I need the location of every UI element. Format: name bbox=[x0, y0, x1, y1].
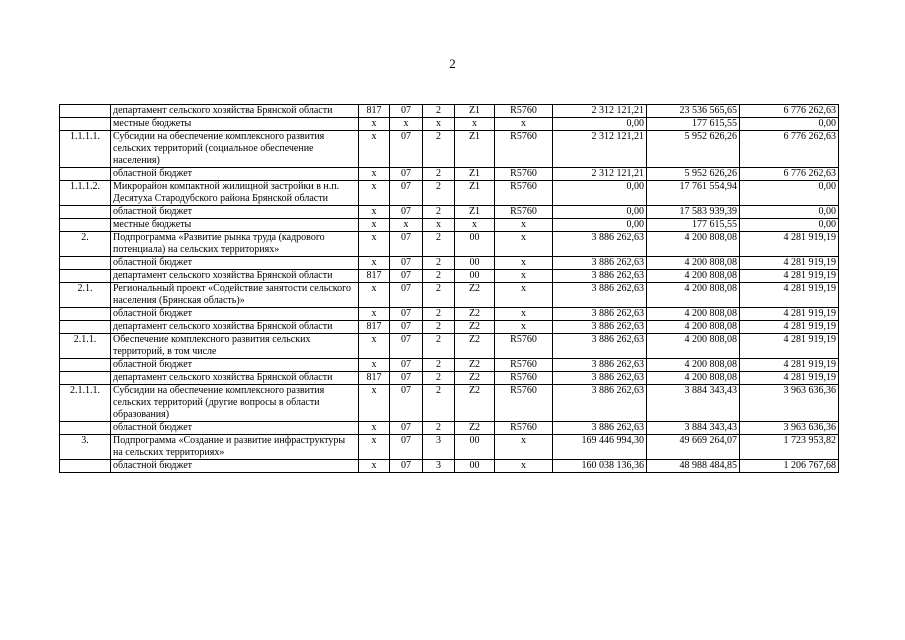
amount-year-1: 0,00 bbox=[553, 206, 647, 219]
program-code: х bbox=[423, 118, 455, 131]
row-number: 3. bbox=[60, 435, 111, 460]
subprogram-code: 00 bbox=[455, 257, 495, 270]
subprogram-code: 00 bbox=[455, 435, 495, 460]
program-code: 2 bbox=[423, 105, 455, 118]
amount-year-3: 4 281 919,19 bbox=[740, 257, 839, 270]
subprogram-code: 00 bbox=[455, 270, 495, 283]
row-number bbox=[60, 219, 111, 232]
subprogram-code: Z2 bbox=[455, 308, 495, 321]
row-number: 2.1.1. bbox=[60, 334, 111, 359]
table-row bbox=[60, 168, 839, 181]
amount-year-1: 0,00 bbox=[553, 219, 647, 232]
program-code: 2 bbox=[423, 206, 455, 219]
amount-year-2: 4 200 808,08 bbox=[647, 283, 740, 308]
row-name: областной бюджет bbox=[111, 206, 359, 219]
row-name: Подпрограмма «Развитие рынка труда (кадрового потенциала) на сельских территориях» bbox=[111, 232, 359, 257]
amount-year-3: 0,00 bbox=[740, 219, 839, 232]
section-code: 07 bbox=[390, 131, 423, 168]
grbs-code: х bbox=[359, 308, 390, 321]
table-row bbox=[60, 270, 839, 283]
program-code: 2 bbox=[423, 321, 455, 334]
amount-year-2: 3 884 343,43 bbox=[647, 422, 740, 435]
row-name: областной бюджет bbox=[111, 460, 359, 473]
section-code: 07 bbox=[390, 105, 423, 118]
row-name: Подпрограмма «Создание и развитие инфраструктуры на сельских территориях» bbox=[111, 435, 359, 460]
amount-year-3: 6 776 262,63 bbox=[740, 105, 839, 118]
expense-code: R5760 bbox=[495, 385, 553, 422]
expense-code: R5760 bbox=[495, 131, 553, 168]
expense-code: R5760 bbox=[495, 168, 553, 181]
subprogram-code: Z2 bbox=[455, 422, 495, 435]
expense-code: х bbox=[495, 460, 553, 473]
expense-code: R5760 bbox=[495, 359, 553, 372]
amount-year-3: 4 281 919,19 bbox=[740, 270, 839, 283]
row-number bbox=[60, 460, 111, 473]
program-code: 3 bbox=[423, 435, 455, 460]
program-code: 2 bbox=[423, 334, 455, 359]
amount-year-2: 4 200 808,08 bbox=[647, 257, 740, 270]
table-row bbox=[60, 422, 839, 435]
section-code: 07 bbox=[390, 321, 423, 334]
section-code: х bbox=[390, 118, 423, 131]
subprogram-code: х bbox=[455, 118, 495, 131]
amount-year-2: 48 988 484,85 bbox=[647, 460, 740, 473]
subprogram-code: х bbox=[455, 219, 495, 232]
subprogram-code: Z1 bbox=[455, 181, 495, 206]
row-name: местные бюджеты bbox=[111, 118, 359, 131]
program-code: 2 bbox=[423, 168, 455, 181]
program-code: 2 bbox=[423, 372, 455, 385]
amount-year-3: 4 281 919,19 bbox=[740, 308, 839, 321]
subprogram-code: 00 bbox=[455, 460, 495, 473]
grbs-code: х bbox=[359, 385, 390, 422]
row-name: Региональный проект «Содействие занятости сельского населения (Брянская область)» bbox=[111, 283, 359, 308]
amount-year-2: 23 536 565,65 bbox=[647, 105, 740, 118]
row-name: областной бюджет bbox=[111, 257, 359, 270]
expense-code: х bbox=[495, 232, 553, 257]
amount-year-2: 4 200 808,08 bbox=[647, 321, 740, 334]
section-code: х bbox=[390, 219, 423, 232]
amount-year-1: 3 886 262,63 bbox=[553, 270, 647, 283]
row-number: 2. bbox=[60, 232, 111, 257]
section-code: 07 bbox=[390, 460, 423, 473]
amount-year-3: 3 963 636,36 bbox=[740, 422, 839, 435]
amount-year-2: 4 200 808,08 bbox=[647, 308, 740, 321]
row-number bbox=[60, 308, 111, 321]
program-code: 2 bbox=[423, 422, 455, 435]
program-code: х bbox=[423, 219, 455, 232]
amount-year-1: 3 886 262,63 bbox=[553, 359, 647, 372]
grbs-code: х bbox=[359, 131, 390, 168]
amount-year-2: 5 952 626,26 bbox=[647, 168, 740, 181]
expense-code: х bbox=[495, 321, 553, 334]
row-name: Обеспечение комплексного развития сельских территорий, в том числе bbox=[111, 334, 359, 359]
section-code: 07 bbox=[390, 206, 423, 219]
expense-code: х bbox=[495, 308, 553, 321]
grbs-code: х bbox=[359, 181, 390, 206]
row-name: областной бюджет bbox=[111, 422, 359, 435]
row-name: департамент сельского хозяйства Брянской области bbox=[111, 105, 359, 118]
row-number bbox=[60, 359, 111, 372]
row-number bbox=[60, 321, 111, 334]
row-name: департамент сельского хозяйства Брянской области bbox=[111, 270, 359, 283]
amount-year-3: 6 776 262,63 bbox=[740, 131, 839, 168]
row-number bbox=[60, 270, 111, 283]
row-number: 1.1.1.1. bbox=[60, 131, 111, 168]
amount-year-1: 2 312 121,21 bbox=[553, 131, 647, 168]
grbs-code: х bbox=[359, 257, 390, 270]
program-code: 3 bbox=[423, 460, 455, 473]
amount-year-1: 3 886 262,63 bbox=[553, 334, 647, 359]
expense-code: R5760 bbox=[495, 206, 553, 219]
row-name: областной бюджет bbox=[111, 168, 359, 181]
amount-year-2: 49 669 264,07 bbox=[647, 435, 740, 460]
row-name: областной бюджет bbox=[111, 359, 359, 372]
grbs-code: х bbox=[359, 435, 390, 460]
amount-year-2: 4 200 808,08 bbox=[647, 359, 740, 372]
grbs-code: х bbox=[359, 232, 390, 257]
section-code: 07 bbox=[390, 232, 423, 257]
subprogram-code: Z2 bbox=[455, 283, 495, 308]
row-name: местные бюджеты bbox=[111, 219, 359, 232]
amount-year-3: 1 206 767,68 bbox=[740, 460, 839, 473]
row-number bbox=[60, 168, 111, 181]
subprogram-code: 00 bbox=[455, 232, 495, 257]
table-row bbox=[60, 308, 839, 321]
table-row bbox=[60, 181, 839, 206]
section-code: 07 bbox=[390, 372, 423, 385]
program-code: 2 bbox=[423, 359, 455, 372]
amount-year-3: 0,00 bbox=[740, 181, 839, 206]
grbs-code: х bbox=[359, 219, 390, 232]
expense-code: х bbox=[495, 257, 553, 270]
grbs-code: х bbox=[359, 283, 390, 308]
section-code: 07 bbox=[390, 257, 423, 270]
grbs-code: х bbox=[359, 334, 390, 359]
amount-year-3: 4 281 919,19 bbox=[740, 359, 839, 372]
row-name: областной бюджет bbox=[111, 308, 359, 321]
subprogram-code: Z1 bbox=[455, 206, 495, 219]
row-number: 1.1.1.2. bbox=[60, 181, 111, 206]
expense-code: х bbox=[495, 118, 553, 131]
section-code: 07 bbox=[390, 435, 423, 460]
program-code: 2 bbox=[423, 270, 455, 283]
amount-year-3: 3 963 636,36 bbox=[740, 385, 839, 422]
expense-code: R5760 bbox=[495, 372, 553, 385]
amount-year-1: 3 886 262,63 bbox=[553, 308, 647, 321]
subprogram-code: Z2 bbox=[455, 385, 495, 422]
amount-year-1: 160 038 136,36 bbox=[553, 460, 647, 473]
amount-year-2: 177 615,55 bbox=[647, 219, 740, 232]
amount-year-1: 169 446 994,30 bbox=[553, 435, 647, 460]
row-name: Микрорайон компактной жилищной застройки в н.п. Десятуха Стародубского района Брянской области bbox=[111, 181, 359, 206]
table-row bbox=[60, 321, 839, 334]
amount-year-3: 1 723 953,82 bbox=[740, 435, 839, 460]
subprogram-code: Z2 bbox=[455, 334, 495, 359]
section-code: 07 bbox=[390, 168, 423, 181]
table-row bbox=[60, 385, 839, 422]
program-code: 2 bbox=[423, 308, 455, 321]
page-number: 2 bbox=[449, 56, 456, 71]
row-number bbox=[60, 257, 111, 270]
grbs-code: х bbox=[359, 422, 390, 435]
amount-year-2: 17 583 939,39 bbox=[647, 206, 740, 219]
subprogram-code: Z1 bbox=[455, 105, 495, 118]
expense-code: R5760 bbox=[495, 105, 553, 118]
subprogram-code: Z2 bbox=[455, 359, 495, 372]
amount-year-1: 3 886 262,63 bbox=[553, 372, 647, 385]
amount-year-1: 2 312 121,21 bbox=[553, 105, 647, 118]
amount-year-3: 0,00 bbox=[740, 206, 839, 219]
row-number bbox=[60, 105, 111, 118]
expense-code: х bbox=[495, 435, 553, 460]
row-name: Субсидии на обеспечение комплексного развития сельских территорий (другие вопросы в области образования) bbox=[111, 385, 359, 422]
expense-code: х bbox=[495, 270, 553, 283]
table-row bbox=[60, 257, 839, 270]
section-code: 07 bbox=[390, 283, 423, 308]
subprogram-code: Z1 bbox=[455, 131, 495, 168]
grbs-code: х bbox=[359, 206, 390, 219]
section-code: 07 bbox=[390, 385, 423, 422]
row-number bbox=[60, 372, 111, 385]
grbs-code: 817 bbox=[359, 372, 390, 385]
expense-code: R5760 bbox=[495, 181, 553, 206]
amount-year-3: 4 281 919,19 bbox=[740, 283, 839, 308]
amount-year-2: 3 884 343,43 bbox=[647, 385, 740, 422]
amount-year-2: 177 615,55 bbox=[647, 118, 740, 131]
subprogram-code: Z2 bbox=[455, 372, 495, 385]
table-row bbox=[60, 435, 839, 460]
program-code: 2 bbox=[423, 131, 455, 168]
section-code: 07 bbox=[390, 334, 423, 359]
grbs-code: 817 bbox=[359, 321, 390, 334]
table-row bbox=[60, 232, 839, 257]
table-row bbox=[60, 372, 839, 385]
budget-table bbox=[59, 104, 839, 473]
amount-year-1: 0,00 bbox=[553, 181, 647, 206]
table-row bbox=[60, 118, 839, 131]
amount-year-3: 4 281 919,19 bbox=[740, 321, 839, 334]
amount-year-2: 5 952 626,26 bbox=[647, 131, 740, 168]
table-row bbox=[60, 359, 839, 372]
amount-year-2: 4 200 808,08 bbox=[647, 334, 740, 359]
amount-year-1: 3 886 262,63 bbox=[553, 321, 647, 334]
amount-year-1: 0,00 bbox=[553, 118, 647, 131]
amount-year-3: 4 281 919,19 bbox=[740, 372, 839, 385]
amount-year-2: 4 200 808,08 bbox=[647, 232, 740, 257]
grbs-code: х bbox=[359, 460, 390, 473]
amount-year-3: 4 281 919,19 bbox=[740, 334, 839, 359]
amount-year-3: 0,00 bbox=[740, 118, 839, 131]
program-code: 2 bbox=[423, 283, 455, 308]
program-code: 2 bbox=[423, 181, 455, 206]
table-row bbox=[60, 105, 839, 118]
program-code: 2 bbox=[423, 232, 455, 257]
subprogram-code: Z1 bbox=[455, 168, 495, 181]
grbs-code: 817 bbox=[359, 270, 390, 283]
amount-year-2: 4 200 808,08 bbox=[647, 372, 740, 385]
section-code: 07 bbox=[390, 308, 423, 321]
amount-year-3: 6 776 262,63 bbox=[740, 168, 839, 181]
amount-year-1: 3 886 262,63 bbox=[553, 283, 647, 308]
table-row bbox=[60, 131, 839, 168]
table-row bbox=[60, 334, 839, 359]
program-code: 2 bbox=[423, 257, 455, 270]
row-number: 2.1.1.1. bbox=[60, 385, 111, 422]
amount-year-2: 17 761 554,94 bbox=[647, 181, 740, 206]
section-code: 07 bbox=[390, 422, 423, 435]
amount-year-1: 3 886 262,63 bbox=[553, 232, 647, 257]
expense-code: х bbox=[495, 219, 553, 232]
table-row bbox=[60, 283, 839, 308]
amount-year-1: 2 312 121,21 bbox=[553, 168, 647, 181]
row-name: департамент сельского хозяйства Брянской области bbox=[111, 372, 359, 385]
table-row bbox=[60, 219, 839, 232]
table-row bbox=[60, 206, 839, 219]
subprogram-code: Z2 bbox=[455, 321, 495, 334]
amount-year-2: 4 200 808,08 bbox=[647, 270, 740, 283]
expense-code: х bbox=[495, 283, 553, 308]
amount-year-1: 3 886 262,63 bbox=[553, 257, 647, 270]
row-number: 2.1. bbox=[60, 283, 111, 308]
row-number bbox=[60, 118, 111, 131]
grbs-code: х bbox=[359, 168, 390, 181]
row-number bbox=[60, 422, 111, 435]
program-code: 2 bbox=[423, 385, 455, 422]
section-code: 07 bbox=[390, 181, 423, 206]
amount-year-3: 4 281 919,19 bbox=[740, 232, 839, 257]
table-row bbox=[60, 460, 839, 473]
expense-code: R5760 bbox=[495, 334, 553, 359]
row-name: Субсидии на обеспечение комплексного развития сельских территорий (социальное обеспечение населения) bbox=[111, 131, 359, 168]
grbs-code: х bbox=[359, 118, 390, 131]
section-code: 07 bbox=[390, 359, 423, 372]
grbs-code: 817 bbox=[359, 105, 390, 118]
row-name: департамент сельского хозяйства Брянской области bbox=[111, 321, 359, 334]
amount-year-1: 3 886 262,63 bbox=[553, 385, 647, 422]
amount-year-1: 3 886 262,63 bbox=[553, 422, 647, 435]
grbs-code: х bbox=[359, 359, 390, 372]
row-number bbox=[60, 206, 111, 219]
section-code: 07 bbox=[390, 270, 423, 283]
expense-code: R5760 bbox=[495, 422, 553, 435]
